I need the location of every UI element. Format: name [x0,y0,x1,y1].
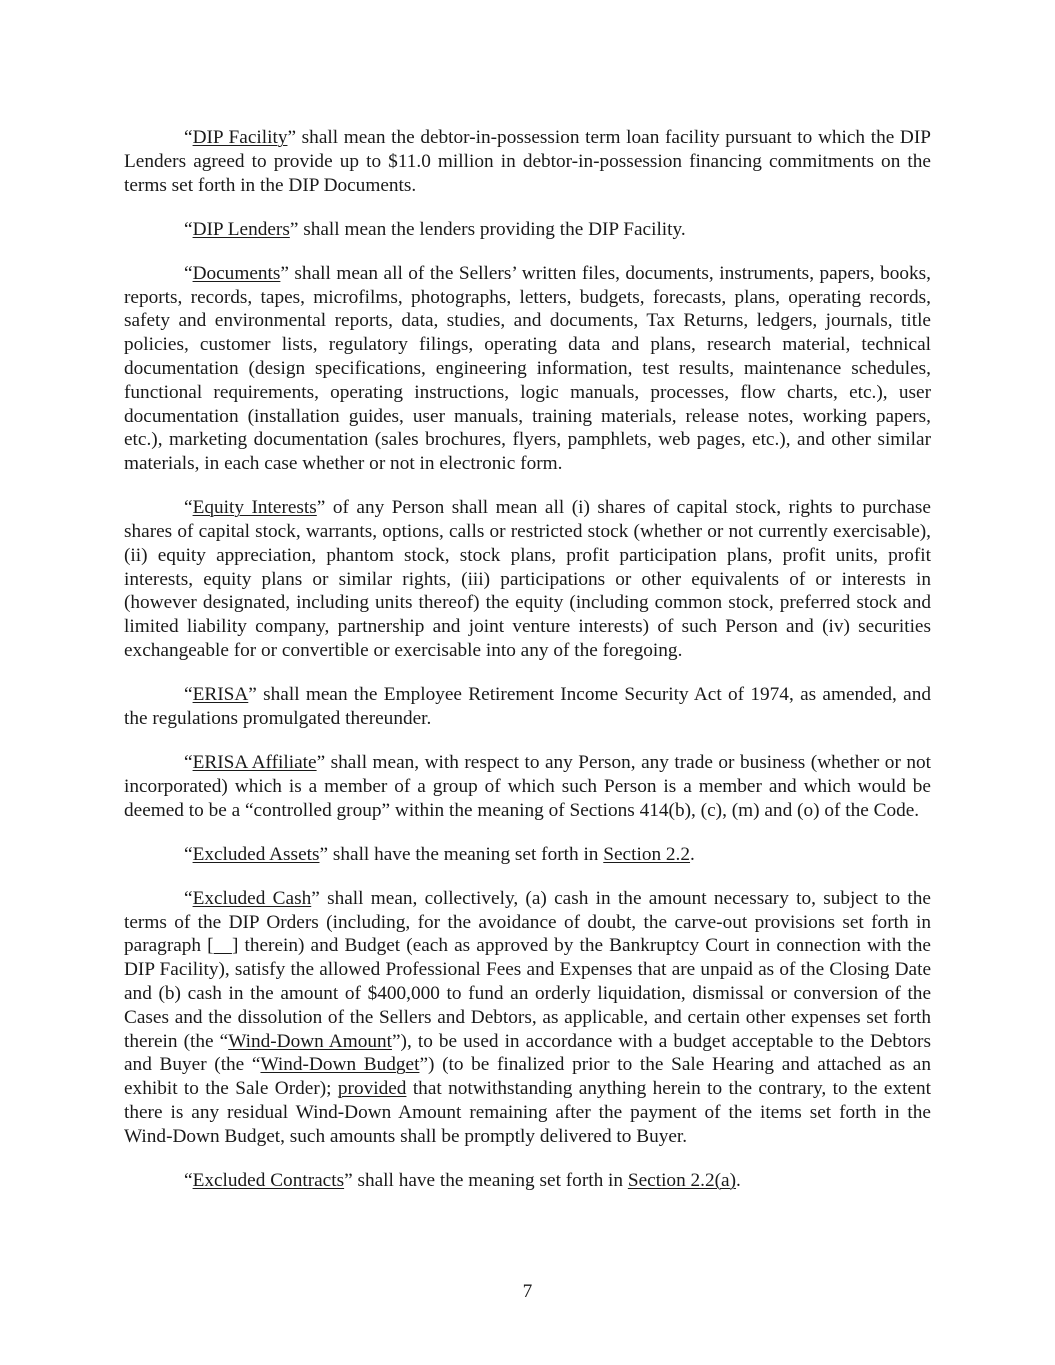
provided-term: provided [337,1078,407,1100]
section-reference: Section 2.2 [603,843,691,865]
defined-term: DIP Lenders [192,218,290,240]
definition-text: ”) (to be finalized prior to the Sale Hearing and attached as an exhibit to the Sale Order); [124,1054,931,1100]
defined-term: Documents [192,262,281,284]
defined-term: Equity Interests [192,497,317,519]
open-quote: “ [184,497,193,519]
defined-term: DIP Facility [192,127,288,148]
open-quote: “ [184,843,193,865]
open-quote: “ [184,887,193,909]
open-quote: “ [184,1169,193,1191]
document-page [124,126,931,1213]
definition-text: ” shall mean, collectively, (a) cash in the amount necessary to, subject to the terms of the DIP Orders (including, for the avoidance of doubt, the carve-out provisions set forth in paragraph [ [124,887,931,957]
definition-text: ” shall mean all of the Sellers’ written files, documents, instruments, papers, books, reports, records, tapes, microfilms, photographs, letters, budgets, forecasts, plans, operating records, safety and environmental reports, data, studies, and documents, Tax Returns, ledgers, journals, title policies, customer lists, regulatory filings, operating data and plans, research material, technical documentation (design specifications, engineering information, test results, maintenance schedules, functional requirements, operating instructions, logic manuals, processes, flow charts, etc.), user documentation (installation guides, user manuals, training materials, release notes, working papers, etc.), marketing documentation (sales brochures, flyers, pamphlets, web pages, etc.), and other similar materials, in each case whether or not in electronic form. [124,262,931,475]
definition-text: ” shall mean the Employee Retirement Income Security Act of 1974, as amended, and the regulations promulgated thereunder. [124,684,931,729]
definition-text: ” shall mean, with respect to any Person, any trade or business (whether or not incorporated) which is a member of a group of which such Person is a member and which would be deemed to be a “controlled group” within the meaning of Sections 414(b), (c), (m) and (o) of the Code. [124,752,931,821]
definition-text: . [736,1169,741,1191]
definition-erisa [124,683,931,731]
defined-term: ERISA Affiliate [192,752,317,774]
definition-dip-facility [124,126,931,197]
definition-text: ” shall mean the lenders providing the DIP Facility. [289,218,686,240]
defined-term: Excluded Assets [192,843,320,865]
definition-text: ” shall have the meaning set forth in [344,1169,628,1191]
defined-term-wind-down-amount: Wind-Down Amount [228,1030,392,1052]
open-quote: “ [184,752,193,774]
definition-excluded-assets [124,843,931,867]
blank-placeholder [214,935,232,956]
open-quote: “ [184,127,193,148]
definition-documents [124,262,931,476]
definition-text: . [690,843,695,865]
definition-text: ”), to be used in accordance with a budget acceptable to the Debtors and Buyer (the “ [124,1030,931,1076]
definition-text: ” shall have the meaning set forth in [319,843,604,865]
defined-term-wind-down-budget: Wind-Down Budget [260,1054,420,1076]
definition-excluded-contracts [124,1169,931,1193]
definition-erisa-affiliate [124,751,931,822]
open-quote: “ [184,218,193,240]
defined-term: Excluded Contracts [192,1169,345,1191]
definition-dip-lenders [124,218,931,242]
open-quote: “ [184,684,193,706]
defined-term: Excluded Cash [192,887,312,909]
definition-text: ] therein) and Budget (each as approved by the Bankruptcy Court in connection with the DIP Facility), satisfy the allowed Professional Fees and Expenses that are unpaid as of the Closing Date and (b) cash in the amount of $400,000 to fund an orderly liquidation, dismissal or conversion of the Cases and the dissolution of the Sellers and Debtors, as applicable, and certain other expenses set forth therein (the “ [124,935,931,1052]
defined-term: ERISA [192,684,249,706]
section-reference: Section 2.2(a) [627,1169,737,1191]
definition-equity-interests [124,496,931,663]
page-number: 7 [522,1281,533,1302]
definition-text: ” of any Person shall mean all (i) shares of capital stock, rights to purchase shares of capital stock, warrants, options, calls or restricted stock (whether or not currently exercisable), (ii) equity appreciation, phantom stock, stock plans, profit participation plans, profit units, profit interests, equity plans or similar rights, (iii) participations or other equivalents of or interests in (however designated, including units thereof) the equity (including common stock, preferred stock and limited liability company, partnership and joint venture interests) of such Person and (iv) securities exchangeable for or convertible or exercisable into any of the foregoing. [124,497,931,662]
open-quote: “ [184,262,193,284]
definition-excluded-cash [124,887,931,1149]
definition-text: ” shall mean the debtor-in-possession term loan facility pursuant to which the DIP Lenders agreed to provide up to $11.0 million in debtor-in-possession financing commitments on the terms set forth in the DIP Documents. [124,127,931,196]
definition-text: that notwithstanding anything herein to the contrary, to the extent there is any residual Wind-Down Amount remaining after the payment of the items set forth in the Wind-Down Budget, such amounts shall be promptly delivered to Buyer. [124,1078,931,1147]
